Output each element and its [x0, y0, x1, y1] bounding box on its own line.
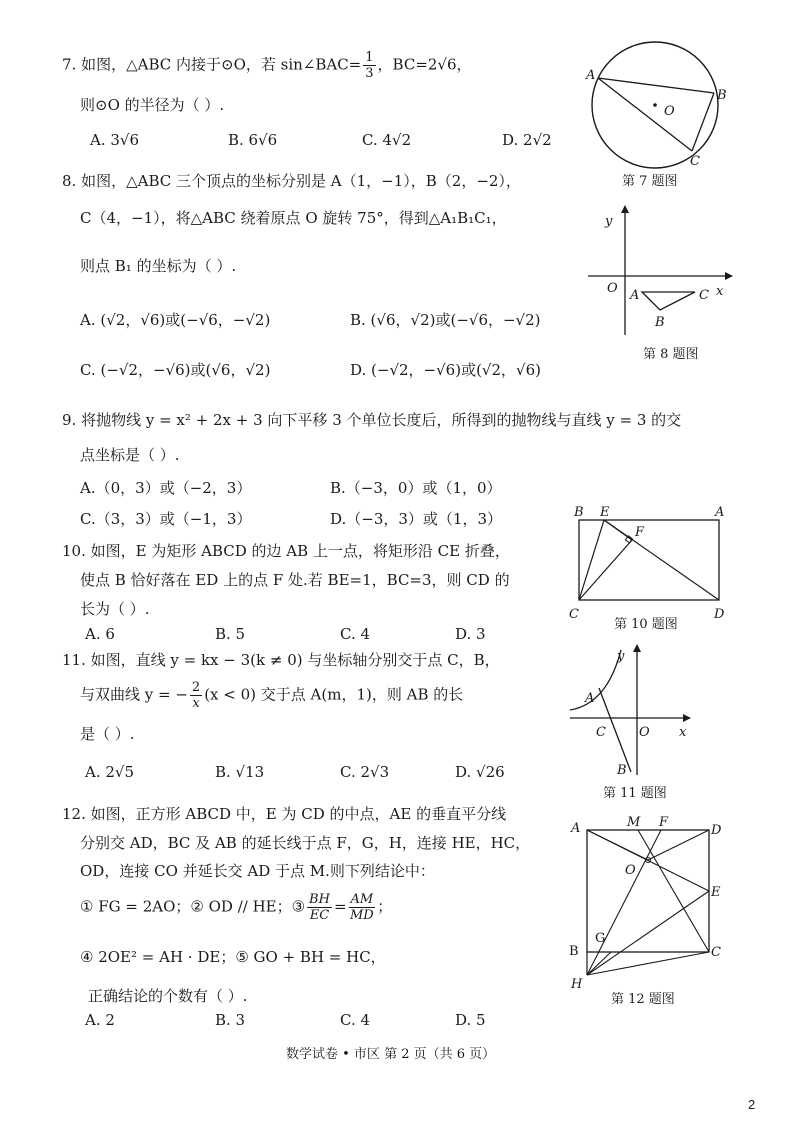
q12-label-g: G [595, 931, 606, 946]
q12-fraction-am-md: $\frac{AM}{MD}$ [350, 892, 374, 923]
q8-line1: 8. 如图，△ABC 三个顶点的坐标分别是 A（1，−1），B（2，−2）， [62, 172, 521, 190]
q12-label-c: C [711, 945, 721, 960]
q8-line3: 则点 B₁ 的坐标为（ ）. [80, 257, 237, 275]
q12-option-a: A. 2 [85, 1011, 115, 1029]
q11-line3: 是（ ）. [80, 725, 135, 743]
q12-fraction-bh-ec: $\frac{BH}{EC}$ [309, 892, 330, 923]
q7-option-b: B. 6√6 [228, 131, 278, 149]
q8-y-arrow [621, 205, 629, 213]
q7-line1: 7. 如图，△ABC 内接于⊙O，若 sin∠BAC= $\frac{1}{3}$ ，BC=2√6， [62, 50, 472, 81]
q7-line2: 则⊙O 的半径为（ ）. [80, 96, 225, 114]
q11-x-arrow [683, 714, 691, 722]
q10-line-cf [579, 540, 632, 600]
q12-label-d: D [711, 823, 722, 838]
q12-label-h: H [571, 977, 583, 992]
q10-label-b: B [574, 505, 584, 520]
q12-line3: OD，连接 CO 并延长交 AD 于点 M.则下列结论中： [80, 862, 435, 880]
q8-option-b: B. (√6，√2)或(−√6，−√2) [350, 311, 541, 329]
q7-option-a: A. 3√6 [90, 131, 140, 149]
q12-line2: 分别交 AD，BC 及 AB 的延长线于点 F，G，H，连接 HE，HC， [80, 834, 531, 852]
q8-line2: C（4，−1），将△ABC 绕着原点 O 旋转 75°，得到△A₁B₁C₁， [80, 209, 507, 227]
q11-label-o: O [639, 725, 650, 740]
q12-label-a: A [571, 821, 581, 836]
q12-label-m: M [627, 815, 641, 830]
q7-figure-svg [580, 45, 740, 175]
page-footer: 数学试卷 • 市区 第 2 页（共 6 页） [286, 1047, 496, 1062]
q10-option-a: A. 6 [85, 625, 115, 643]
q12-line4: ① FG = 2AO；② OD // HE；③ $\frac{BH}{EC}$ = $\frac{AM}{MD}$ ； [80, 892, 393, 923]
q11-caption: 第 11 题图 [603, 786, 667, 801]
q11-label-x: x [679, 725, 687, 740]
q12-line-cm [638, 830, 709, 952]
q11-hyperbola [570, 650, 621, 710]
q9-option-a: A.（0，3）或（−2，3） [80, 479, 252, 497]
q12-figure [565, 810, 735, 990]
q11-option-b: B. √13 [215, 763, 265, 781]
q11-figure [565, 640, 695, 780]
q11-label-y: y [617, 649, 625, 664]
q10-line1: 10. 如图，E 为矩形 ABCD 的边 AB 上一点，将矩形沿 CE 折叠， [62, 542, 510, 560]
q10-line-ce [579, 520, 604, 600]
q12-caption: 第 12 题图 [611, 992, 675, 1007]
page-number: 2 [748, 1097, 756, 1112]
q7-fraction: $\frac{1}{3}$ [365, 50, 374, 81]
q12-label-b: B [569, 944, 579, 959]
q12-line5: ④ 2OE² = AH · DE；⑤ GO + BH = HC， [80, 948, 386, 966]
q8-figure [585, 205, 735, 340]
q8-caption: 第 8 题图 [643, 347, 699, 362]
q8-label-x: x [716, 284, 724, 299]
q10-label-a: A [715, 505, 725, 520]
q10-figure-svg [565, 500, 740, 625]
q12-line-hc [587, 952, 709, 975]
q8-label-c: C [699, 288, 709, 303]
q8-triangle [642, 292, 695, 310]
q8-label-a: A [630, 288, 640, 303]
q10-option-c: C. 4 [340, 625, 371, 643]
q12-option-c: C. 4 [340, 1011, 371, 1029]
q11-label-b: B [617, 763, 627, 778]
q8-option-a: A. (√2，√6)或(−√6，−√2) [80, 311, 271, 329]
q8-figure-svg [585, 205, 735, 340]
q11-label-c: C [596, 725, 606, 740]
q7-label-a: A [586, 68, 596, 83]
q10-label-c: C [569, 607, 579, 622]
q11-option-a: A. 2√5 [85, 763, 135, 781]
q9-line1: 9. 将抛物线 y = x² + 2x + 3 向下平移 3 个单位长度后，所得到的抛物线与直线 y = 3 的交 [62, 411, 682, 429]
q11-line2: 与双曲线 y = − $\frac{2}{x}$ (x < 0) 交于点 A(m，1)，则 AB 的长 [80, 680, 464, 711]
q7-label-c: C [690, 154, 700, 169]
q11-line1: 11. 如图，直线 y = kx − 3(k ≠ 0) 与坐标轴分别交于点 C，B， [62, 651, 500, 669]
q11-option-c: C. 2√3 [340, 763, 390, 781]
q7-side-bc [692, 93, 714, 151]
q10-label-d: D [714, 607, 725, 622]
q12-figure-svg [565, 810, 735, 990]
q10-caption: 第 10 题图 [614, 617, 678, 632]
q12-option-d: D. 5 [455, 1011, 486, 1029]
q10-option-b: B. 5 [215, 625, 246, 643]
q7-caption: 第 7 题图 [622, 174, 678, 189]
q9-option-c: C.（3，3）或（−1，3） [80, 510, 252, 528]
q10-label-e: E [600, 505, 610, 520]
q8-option-d: D. (−√2，−√6)或(√2，√6) [350, 361, 541, 379]
q9-option-b: B.（−3，0）或（1，0） [330, 479, 502, 497]
q7-figure [580, 45, 740, 175]
q12-line-fh [587, 830, 661, 975]
q10-option-d: D. 3 [455, 625, 486, 643]
q10-line2: 使点 B 恰好落在 ED 上的点 F 处.若 BE=1，BC=3，则 CD 的 [80, 571, 510, 589]
q11-y-arrow [633, 644, 641, 652]
q12-option-b: B. 3 [215, 1011, 246, 1029]
q11-fraction: $\frac{2}{x}$ [191, 680, 201, 711]
q8-label-y: y [605, 214, 613, 229]
q12-label-e: E [711, 885, 721, 900]
q9-line2: 点坐标是（ ）. [80, 446, 180, 464]
q7-label-b: B [717, 88, 727, 103]
q11-figure-svg [565, 640, 695, 780]
q8-label-b: B [655, 315, 665, 330]
q11-option-d: D. √26 [455, 763, 505, 781]
q7-center-dot [653, 103, 657, 107]
q12-line1: 12. 如图，正方形 ABCD 中，E 为 CD 的中点，AE 的垂直平分线 [62, 805, 507, 823]
q12-line6: 正确结论的个数有（ ）. [88, 987, 248, 1005]
q8-label-o: O [607, 281, 618, 296]
q9-option-d: D.（−3，3）或（1，3） [330, 510, 503, 528]
q10-figure [565, 500, 740, 625]
q11-label-a: A [585, 691, 595, 706]
q10-line3: 长为（ ）. [80, 600, 150, 618]
q7-option-d: D. 2√2 [502, 131, 552, 149]
q12-line-od [648, 830, 709, 860]
q12-label-o: O [625, 863, 636, 878]
q8-option-c: C. (−√2，−√6)或(√6，√2) [80, 361, 271, 379]
q10-label-f: F [635, 525, 645, 540]
q7-option-c: C. 4√2 [362, 131, 412, 149]
q12-label-f: F [659, 815, 669, 830]
q7-label-o: O [664, 104, 675, 119]
q8-x-arrow [725, 272, 733, 280]
q12-line-ao [587, 830, 648, 860]
